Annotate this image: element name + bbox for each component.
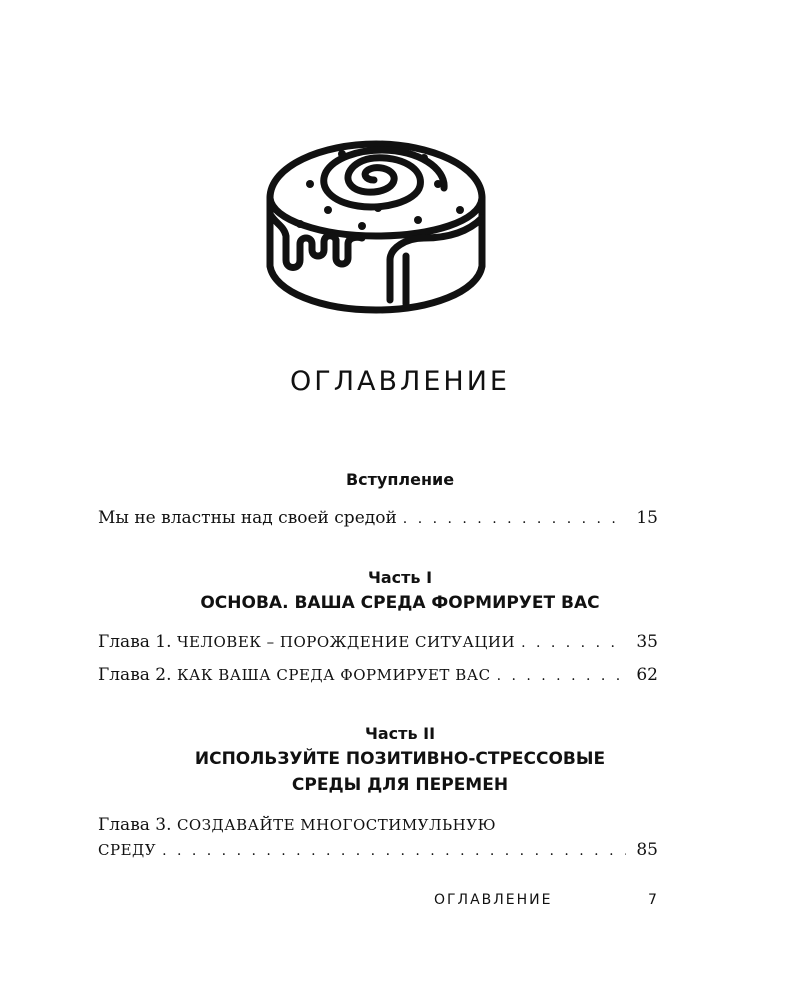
intro-heading: Вступление [345,470,455,489]
entry-page: 35 [636,632,658,652]
part-label: Часть I [367,568,433,587]
entry-page: 85 [636,840,658,860]
part-label: Часть II [364,724,436,743]
toc-title: ОГЛАВЛЕНИЕ [290,366,510,397]
leader-dots [162,843,626,859]
leader-dots [403,511,626,527]
entry-page: 62 [636,665,658,685]
part-title: СРЕДЫ ДЛЯ ПЕРЕМЕН [291,775,509,795]
chapter-prefix: Глава 2. [98,665,172,685]
entry-label [98,632,515,652]
entry-label: СРЕДУ [98,841,157,859]
toc-entry[interactable] [98,508,658,528]
part-title: ИСПОЛЬЗУЙТЕ ПОЗИТИВНО-СТРЕССОВЫЕ [194,749,606,769]
toc-entry[interactable] [98,840,658,860]
running-footer-title: ОГЛАВЛЕНИЕ [434,892,553,908]
entry-label: Мы не властны над своей средой [98,508,397,528]
chapter-title: СОЗДАВАЙТЕ МНОГОСТИМУЛЬНУЮ [176,816,496,834]
part-title: ОСНОВА. ВАША СРЕДА ФОРМИРУЕТ ВАС [200,593,600,613]
toc-entry-line1[interactable] [98,815,496,835]
chapter-title: ЧЕЛОВЕК – ПОРОЖДЕНИЕ СИТУАЦИИ [176,633,516,651]
cinnamon-roll-icon [262,140,490,318]
leader-dots [497,668,626,684]
chapter-prefix: Глава 1. [98,632,172,652]
entry-label [98,665,491,685]
toc-entry[interactable] [98,632,658,652]
chapter-title: КАК ВАША СРЕДА ФОРМИРУЕТ ВАС [176,666,491,684]
chapter-prefix: Глава 3. [98,815,172,835]
entry-page: 15 [636,508,658,528]
page-number: 7 [648,892,657,908]
toc-entry[interactable] [98,665,658,685]
leader-dots [521,635,626,651]
